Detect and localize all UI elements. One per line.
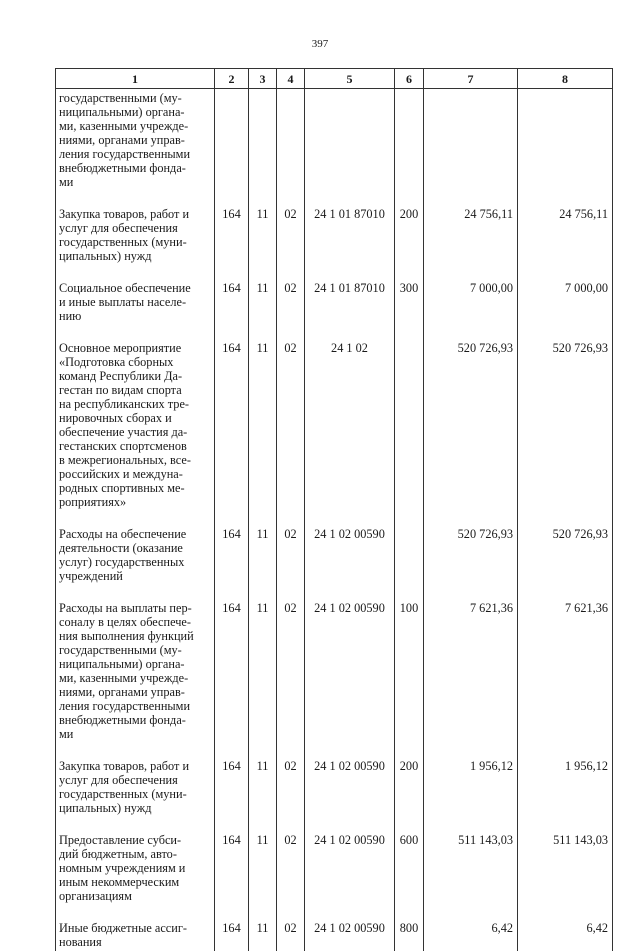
row-value-col-3 — [249, 89, 277, 192]
row-name-cell: Основное мероприятие «Подготовка сборных команд Республики Да- гестан по видам спорта на республиканских тре- нировочных сборах и обеспечение участия да- гестанских спортсменов в межрегиональных, все- российских и междуна- родных спортивных ме- роприятиях» — [56, 339, 215, 511]
spacer-cell — [277, 325, 305, 339]
row-value-col-5: 24 1 02 00590 — [305, 919, 395, 951]
spacer-cell — [424, 325, 518, 339]
spacer-cell — [56, 511, 215, 525]
row-spacer — [56, 325, 613, 339]
row-value-col-3: 11 — [249, 339, 277, 511]
spacer-cell — [56, 265, 215, 279]
spacer-cell — [215, 585, 249, 599]
row-name-cell: Расходы на обеспечение деятельности (оказание услуг) государственных учреждений — [56, 525, 215, 585]
header-col-2: 2 — [215, 69, 249, 89]
spacer-cell — [277, 905, 305, 919]
spacer-cell — [277, 743, 305, 757]
spacer-cell — [277, 817, 305, 831]
row-name-cell: Расходы на выплаты пер- соналу в целях обеспече- ния выполнения функций государственными (му- ниципальными) органа- ми, казенными учрежде- ниями, органами управ- ления государственными внебюджетными фонда- ми — [56, 599, 215, 743]
table-row — [56, 279, 613, 325]
row-value-col-2: 164 — [215, 831, 249, 905]
row-value-col-2: 164 — [215, 279, 249, 325]
spacer-cell — [249, 817, 277, 831]
spacer-cell — [305, 511, 395, 525]
row-value-col-7: 511 143,03 — [424, 831, 518, 905]
row-value-col-3: 11 — [249, 919, 277, 951]
spacer-cell — [518, 905, 613, 919]
spacer-cell — [518, 585, 613, 599]
spacer-cell — [215, 817, 249, 831]
header-col-5: 5 — [305, 69, 395, 89]
spacer-cell — [424, 817, 518, 831]
spacer-cell — [249, 905, 277, 919]
row-spacer — [56, 817, 613, 831]
row-value-col-6 — [395, 525, 424, 585]
row-value-col-5: 24 1 02 — [305, 339, 395, 511]
row-value-col-4: 02 — [277, 205, 305, 265]
header-col-6: 6 — [395, 69, 424, 89]
row-value-col-5 — [305, 89, 395, 192]
table-row — [56, 339, 613, 511]
spacer-cell — [249, 585, 277, 599]
spacer-cell — [305, 743, 395, 757]
spacer-cell — [395, 265, 424, 279]
row-value-col-5: 24 1 02 00590 — [305, 831, 395, 905]
row-value-col-4: 02 — [277, 919, 305, 951]
row-value-col-2: 164 — [215, 205, 249, 265]
spacer-cell — [518, 265, 613, 279]
spacer-cell — [249, 325, 277, 339]
header-col-4: 4 — [277, 69, 305, 89]
spacer-cell — [424, 905, 518, 919]
spacer-cell — [395, 511, 424, 525]
row-spacer — [56, 511, 613, 525]
spacer-cell — [215, 265, 249, 279]
row-value-col-5: 24 1 01 87010 — [305, 205, 395, 265]
spacer-cell — [277, 265, 305, 279]
header-col-7: 7 — [424, 69, 518, 89]
spacer-cell — [56, 743, 215, 757]
spacer-cell — [424, 265, 518, 279]
row-value-col-3: 11 — [249, 599, 277, 743]
row-value-col-7: 520 726,93 — [424, 525, 518, 585]
row-spacer — [56, 585, 613, 599]
spacer-cell — [249, 265, 277, 279]
spacer-cell — [277, 585, 305, 599]
row-name-cell: Предоставление субси- дий бюджетным, авто- номным учреждениям и иным некоммерческим организациям — [56, 831, 215, 905]
spacer-cell — [305, 265, 395, 279]
header-col-1: 1 — [56, 69, 215, 89]
row-value-col-2: 164 — [215, 525, 249, 585]
row-value-col-3: 11 — [249, 757, 277, 817]
row-value-col-6 — [395, 339, 424, 511]
spacer-cell — [395, 325, 424, 339]
spacer-cell — [215, 905, 249, 919]
row-value-col-3: 11 — [249, 279, 277, 325]
row-value-col-4: 02 — [277, 599, 305, 743]
row-value-col-8: 24 756,11 — [518, 205, 613, 265]
spacer-cell — [56, 817, 215, 831]
row-value-col-8 — [518, 89, 613, 192]
row-value-col-6: 200 — [395, 205, 424, 265]
row-spacer — [56, 743, 613, 757]
row-value-col-6: 300 — [395, 279, 424, 325]
row-value-col-8: 7 621,36 — [518, 599, 613, 743]
row-value-col-7: 1 956,12 — [424, 757, 518, 817]
spacer-cell — [305, 905, 395, 919]
row-value-col-8: 7 000,00 — [518, 279, 613, 325]
row-value-col-4: 02 — [277, 279, 305, 325]
spacer-cell — [395, 743, 424, 757]
spacer-cell — [518, 511, 613, 525]
row-value-col-2 — [215, 89, 249, 192]
spacer-cell — [56, 585, 215, 599]
table-header-row — [56, 69, 613, 89]
row-value-col-5: 24 1 02 00590 — [305, 599, 395, 743]
row-name-cell: Закупка товаров, работ и услуг для обеспечения государственных (муни- ципальных) нужд — [56, 757, 215, 817]
row-spacer — [56, 905, 613, 919]
budget-table — [55, 68, 613, 951]
spacer-cell — [395, 817, 424, 831]
table-row — [56, 919, 613, 951]
spacer-cell — [424, 743, 518, 757]
row-value-col-8: 1 956,12 — [518, 757, 613, 817]
row-value-col-7: 24 756,11 — [424, 205, 518, 265]
spacer-cell — [249, 511, 277, 525]
spacer-cell — [518, 817, 613, 831]
row-name-cell: Закупка товаров, работ и услуг для обеспечения государственных (муни- ципальных) нужд — [56, 205, 215, 265]
spacer-cell — [277, 511, 305, 525]
table-body — [56, 89, 613, 951]
spacer-cell — [215, 191, 249, 205]
row-value-col-6: 100 — [395, 599, 424, 743]
spacer-cell — [305, 585, 395, 599]
row-name-cell: государственными (му- ниципальными) органа- ми, казенными учрежде- ниями, органами управ- ления государственными внебюджетными фонда- ми — [56, 89, 215, 192]
header-col-3: 3 — [249, 69, 277, 89]
row-value-col-5: 24 1 01 87010 — [305, 279, 395, 325]
header-col-8: 8 — [518, 69, 613, 89]
row-value-col-5: 24 1 02 00590 — [305, 757, 395, 817]
row-value-col-8: 6,42 — [518, 919, 613, 951]
row-value-col-6: 200 — [395, 757, 424, 817]
row-name-cell: Социальное обеспечение и иные выплаты населе- нию — [56, 279, 215, 325]
spacer-cell — [518, 743, 613, 757]
row-value-col-8: 520 726,93 — [518, 339, 613, 511]
row-value-col-3: 11 — [249, 205, 277, 265]
spacer-cell — [518, 191, 613, 205]
row-value-col-6: 600 — [395, 831, 424, 905]
row-value-col-2: 164 — [215, 599, 249, 743]
row-name-cell: Иные бюджетные ассиг- нования — [56, 919, 215, 951]
table-row — [56, 757, 613, 817]
spacer-cell — [56, 905, 215, 919]
row-value-col-7 — [424, 89, 518, 192]
spacer-cell — [424, 585, 518, 599]
row-value-col-6 — [395, 89, 424, 192]
spacer-cell — [249, 191, 277, 205]
row-value-col-6: 800 — [395, 919, 424, 951]
row-value-col-3: 11 — [249, 525, 277, 585]
row-value-col-4: 02 — [277, 525, 305, 585]
spacer-cell — [56, 325, 215, 339]
spacer-cell — [305, 191, 395, 205]
row-value-col-8: 520 726,93 — [518, 525, 613, 585]
table-row — [56, 525, 613, 585]
spacer-cell — [56, 191, 215, 205]
row-value-col-7: 6,42 — [424, 919, 518, 951]
row-spacer — [56, 265, 613, 279]
row-value-col-5: 24 1 02 00590 — [305, 525, 395, 585]
row-value-col-8: 511 143,03 — [518, 831, 613, 905]
row-value-col-2: 164 — [215, 757, 249, 817]
spacer-cell — [215, 743, 249, 757]
spacer-cell — [305, 817, 395, 831]
row-value-col-2: 164 — [215, 339, 249, 511]
table-row — [56, 831, 613, 905]
row-value-col-4: 02 — [277, 831, 305, 905]
spacer-cell — [395, 905, 424, 919]
row-value-col-3: 11 — [249, 831, 277, 905]
spacer-cell — [249, 743, 277, 757]
spacer-cell — [215, 325, 249, 339]
spacer-cell — [305, 325, 395, 339]
spacer-cell — [215, 511, 249, 525]
row-value-col-4: 02 — [277, 339, 305, 511]
spacer-cell — [277, 191, 305, 205]
spacer-cell — [424, 511, 518, 525]
row-value-col-7: 7 000,00 — [424, 279, 518, 325]
table-row — [56, 599, 613, 743]
spacer-cell — [395, 191, 424, 205]
row-value-col-7: 520 726,93 — [424, 339, 518, 511]
page-number: 397 — [0, 38, 640, 50]
row-value-col-7: 7 621,36 — [424, 599, 518, 743]
row-value-col-4 — [277, 89, 305, 192]
row-value-col-4: 02 — [277, 757, 305, 817]
spacer-cell — [518, 325, 613, 339]
row-value-col-2: 164 — [215, 919, 249, 951]
table-row — [56, 89, 613, 192]
table-row — [56, 205, 613, 265]
spacer-cell — [395, 585, 424, 599]
spacer-cell — [424, 191, 518, 205]
row-spacer — [56, 191, 613, 205]
